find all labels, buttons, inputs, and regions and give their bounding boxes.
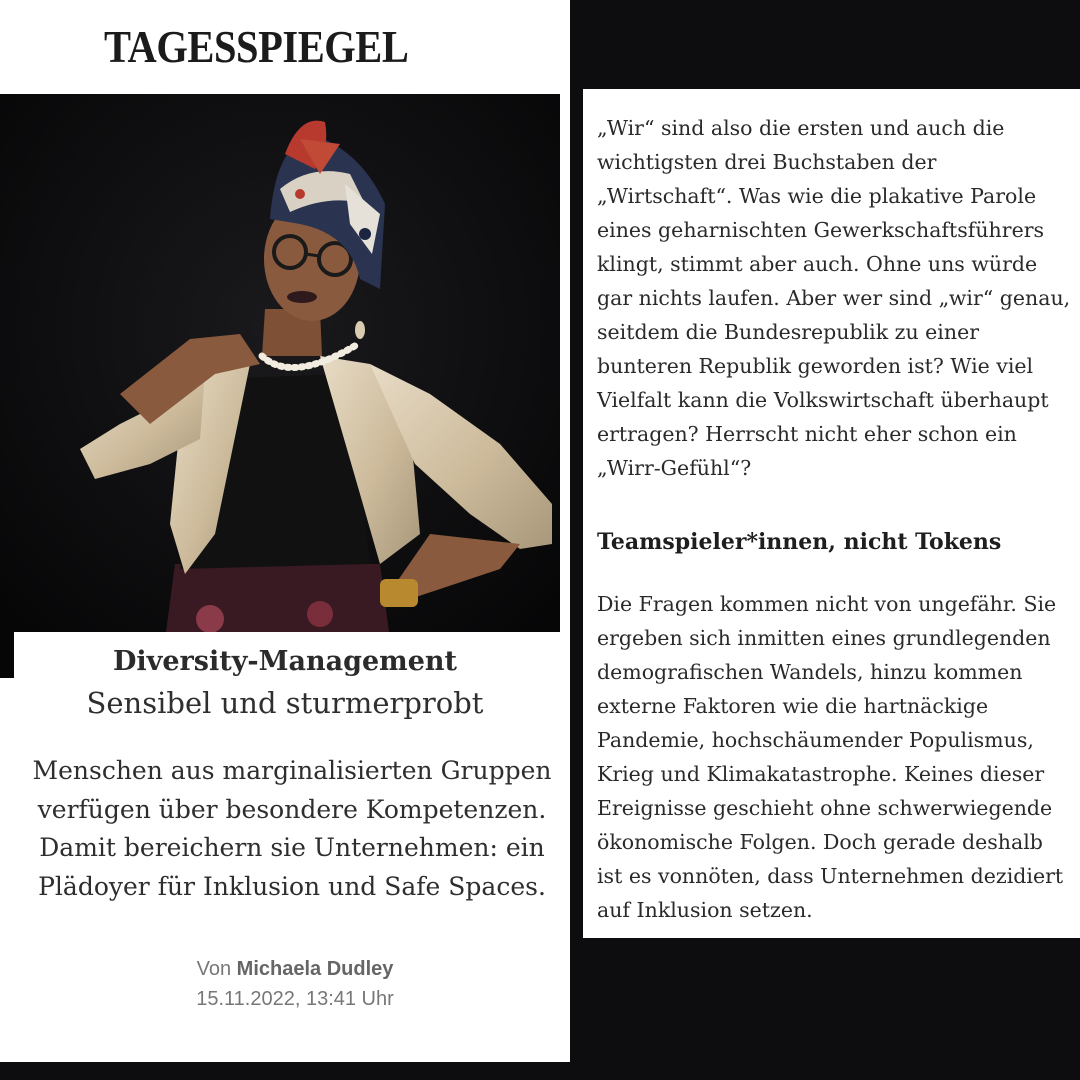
publish-date: 15.11.2022, 13:41 Uhr <box>196 988 394 1010</box>
byline-prefix: Von <box>196 958 232 980</box>
article-title[interactable]: Sensibel und sturmerprobt <box>86 686 484 720</box>
article-photo <box>0 94 560 678</box>
article-teaser: Menschen aus marginalisierten Gruppen verfügen über besondere Kompetenzen. Damit bereichern sie Unternehmen: ein Plädoyer für Inklusion und Safe Spaces. <box>32 756 552 901</box>
byline <box>0 958 590 981</box>
masthead-logo[interactable]: TAGESSPIEGEL <box>104 21 409 72</box>
author-name[interactable]: Michaela Dudley <box>236 958 394 980</box>
article-kicker[interactable]: Diversity-Management <box>113 646 457 677</box>
excerpt-paragraph-2: Die Fragen kommen nicht von ungefähr. Sie ergeben sich inmitten eines grundlegenden demografischen Wandels, hinzu kommen externe Faktoren wie die hartnäckige Pandemie, hochschäumender Populismus, Krieg und Klimakatastrophe. Keines dieser Ereignisse geschieht ohne schwerwiegende ökonomische Folgen. Doch gerade deshalb ist es vonnöten, dass Unternehmen dezidiert auf Inklusion setzen. <box>597 592 1064 922</box>
excerpt-paragraph-1: „Wir“ sind also die ersten und auch die wichtigsten drei Buchstaben der „Wirtschaft“. Was wie die plakative Parole eines geharnischten Gewerkschaftsführers klingt, stimmt aber auch. Ohne uns würde gar nichts laufen. Aber wer sind „wir“ genau, seitdem die Bundesrepublik zu einer bunteren Republik geworden ist? Wie viel Vielfalt kann die Volkswirtschaft überhaupt ertragen? Herrscht nicht eher schon ein „Wirr-Gefühl“? <box>597 116 1071 480</box>
excerpt-subheading: Teamspieler*innen, nicht Tokens <box>597 529 1002 555</box>
